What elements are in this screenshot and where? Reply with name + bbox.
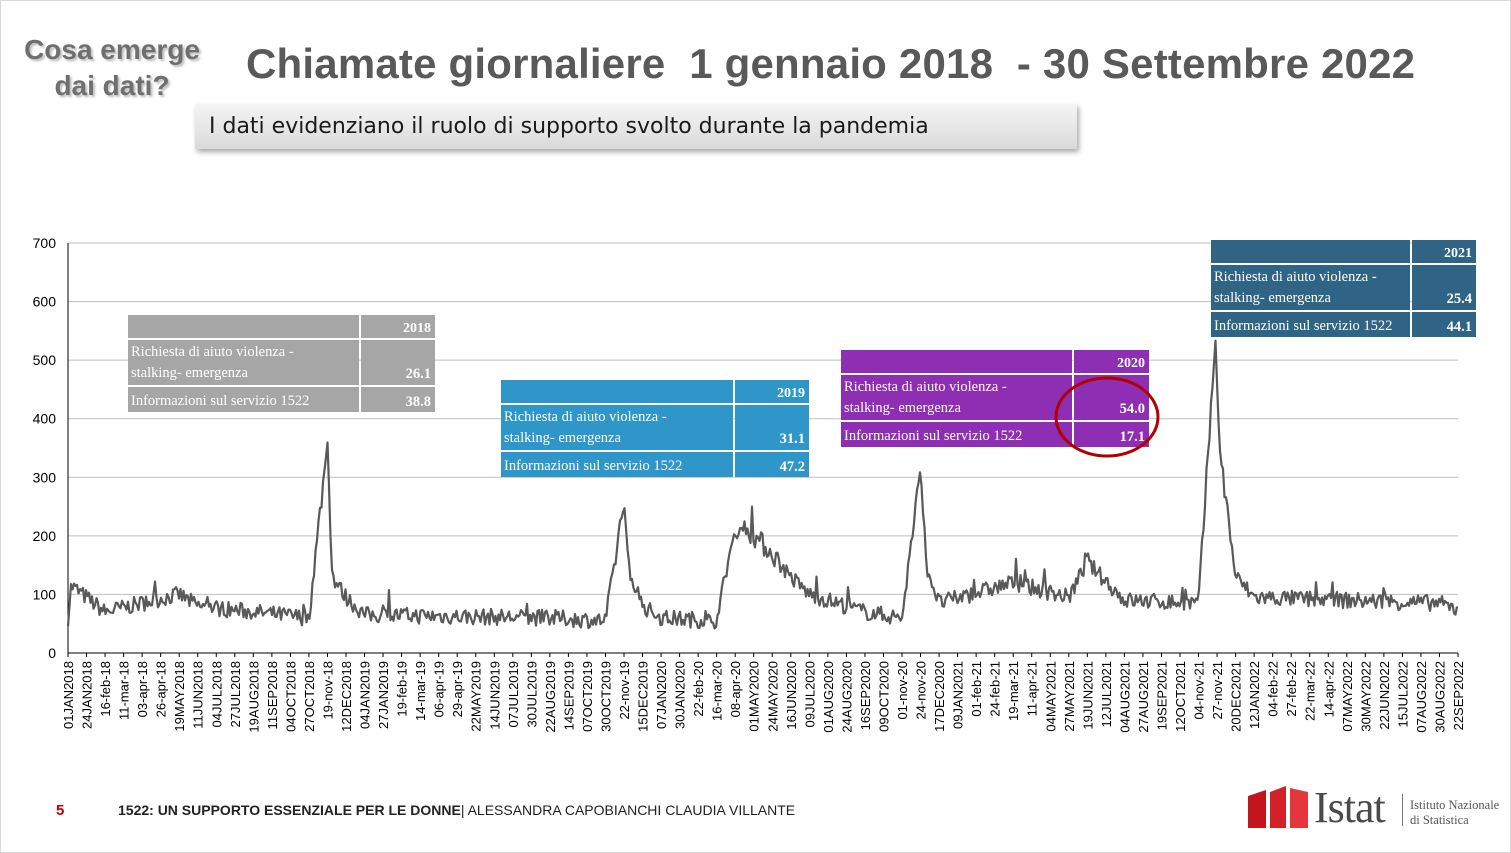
x-tick-label: 20DEC2021 — [1228, 661, 1244, 732]
logo-subtitle-1: Istituto Nazionale — [1410, 798, 1500, 812]
table-header-left — [841, 350, 1072, 373]
x-tick-label: 03-apr-18 — [135, 661, 151, 718]
x-tick-label: 27AUG2021 — [1135, 661, 1151, 733]
y-tick-label: 100 — [32, 586, 56, 603]
table-header-left — [501, 380, 733, 403]
x-tick-label: 19MAY2018 — [172, 661, 188, 732]
x-tick-label: 19JUN2021 — [1080, 661, 1096, 730]
x-tick-label: 15JUL2022 — [1395, 661, 1411, 728]
table-year-label: 2019 — [777, 386, 805, 401]
x-tick-label: 04JUL2018 — [209, 661, 225, 728]
table-year-label: 2021 — [1444, 246, 1472, 261]
x-tick-label: 30OCT2019 — [598, 661, 614, 732]
x-tick-label: 01MAY2020 — [746, 661, 762, 732]
x-tick-label: 24JAN2018 — [79, 661, 95, 729]
x-tick-label: 01-nov-20 — [895, 661, 910, 720]
x-tick-label: 09OCT2020 — [876, 661, 892, 732]
x-tick-label: 16SEP2020 — [857, 661, 873, 731]
x-tick-label: 04JAN2019 — [357, 661, 373, 729]
x-tick-label: 11JUN2018 — [190, 661, 206, 729]
x-tick-label: 04OCT2018 — [283, 661, 299, 732]
x-tick-label: 24-nov-20 — [913, 661, 929, 720]
table-row1-label-line1: Richiesta di aiuto violenza - — [131, 344, 294, 360]
table-row1-label-line2: stalking- emergenza — [504, 430, 621, 446]
y-tick-label: 500 — [32, 352, 56, 369]
x-tick-label: 01JAN2018 — [61, 661, 76, 729]
x-tick-label: 22MAY2019 — [468, 661, 484, 732]
x-tick-label: 19-feb-19 — [394, 661, 410, 717]
x-tick-label: 30JAN2020 — [672, 661, 688, 729]
table-row2-value: 38.8 — [405, 394, 431, 410]
x-tick-label: 09JAN2021 — [950, 661, 966, 729]
y-tick-label: 600 — [32, 293, 56, 310]
table-header-left — [1211, 240, 1410, 263]
x-tick-label: 07OCT2019 — [579, 661, 595, 732]
table-row2-value: 47.2 — [779, 459, 805, 475]
x-tick-label: 12JAN2022 — [1247, 661, 1263, 729]
x-tick-label: 01-feb-21 — [969, 661, 985, 717]
table-row2-label: Informazioni sul servizio 1522 — [131, 393, 310, 409]
x-tick-label: 16JUN2020 — [783, 661, 799, 730]
x-tick-label: 27MAY2021 — [1061, 661, 1077, 732]
x-tick-label: 22JUN2022 — [1376, 661, 1392, 730]
x-tick-label: 24-feb-21 — [987, 661, 1003, 717]
x-tick-label: 17DEC2020 — [932, 661, 948, 732]
table-row2-label: Informazioni sul servizio 1522 — [504, 458, 683, 474]
table-row1-value: 25.4 — [1446, 291, 1472, 307]
x-tick-label: 12OCT2021 — [1173, 661, 1188, 732]
y-tick-label: 200 — [32, 527, 56, 544]
year-table-2018 — [128, 315, 435, 412]
footer-authors: | ALESSANDRA CAPOBIANCHI CLAUDIA VILLANTE — [460, 802, 796, 818]
x-tick-label: 30AUG2022 — [1432, 661, 1448, 733]
istat-logo-mark-icon — [1246, 786, 1310, 830]
subtitle-box — [195, 104, 1077, 149]
x-tick-label: 30MAY2022 — [1358, 661, 1374, 732]
x-tick-label: 07JUL2019 — [505, 661, 521, 728]
x-tick-label: 19SEP2021 — [1154, 661, 1170, 731]
x-tick-label: 24MAY2020 — [765, 661, 781, 732]
year-table-2019 — [501, 380, 809, 477]
table-row1-label-line2: stalking- emergenza — [131, 365, 248, 381]
x-tick-label: 27-feb-22 — [1284, 661, 1300, 717]
x-tick-label: 29-apr-19 — [450, 661, 466, 718]
daily-calls-chart — [0, 225, 1511, 785]
x-tick-label: 11-mar-18 — [116, 661, 132, 721]
x-tick-label: 27JAN2019 — [376, 661, 392, 729]
table-header-left — [128, 315, 359, 338]
x-tick-label: 24AUG2020 — [839, 661, 855, 733]
section-label: Cosa emerge dai dati? — [24, 34, 200, 101]
x-tick-label: 26-apr-18 — [153, 661, 169, 718]
page-title: Chiamate giornaliere 1 gennaio 2018 - 30 Settembre 2022 — [246, 40, 1416, 87]
x-tick-label: 04MAY2021 — [1043, 661, 1059, 732]
table-row1-label-line1: Richiesta di aiuto violenza - — [504, 409, 667, 425]
x-tick-label: 11-apr-21 — [1024, 661, 1040, 717]
table-row2-label: Informazioni sul servizio 1522 — [844, 428, 1023, 444]
x-tick-label: 01AUG2020 — [820, 661, 836, 733]
x-tick-label: 14SEP2019 — [561, 661, 577, 731]
logo-divider — [1402, 794, 1403, 826]
x-tick-label: 12JUL2021 — [1098, 661, 1114, 728]
x-tick-label: 07JAN2020 — [654, 661, 670, 729]
x-tick-label: 07AUG2022 — [1413, 661, 1429, 733]
table-row1-label-line1: Richiesta di aiuto violenza - — [1214, 269, 1377, 285]
x-tick-label: 04-feb-22 — [1265, 661, 1281, 717]
x-tick-label: 30JUL2019 — [524, 661, 540, 728]
x-tick-label: 22AUG2019 — [542, 661, 558, 733]
x-tick-label: 27JUL2018 — [227, 661, 243, 728]
logo-subtitle-2: di Statistica — [1410, 813, 1469, 827]
x-tick-label: 12DEC2018 — [339, 661, 354, 732]
table-year-label: 2020 — [1117, 356, 1145, 371]
x-tick-label: 09JUL2020 — [802, 661, 818, 728]
year-table-2021 — [1211, 240, 1476, 337]
x-tick-label: 22-feb-20 — [691, 661, 707, 717]
footer-title: 1522: UN SUPPORTO ESSENZIALE PER LE DONNE — [118, 802, 461, 818]
subtitle-text: I dati evidenziano il ruolo di supporto svolto durante la pandemia — [209, 114, 929, 139]
x-tick-label: 11SEP2018 — [264, 661, 280, 730]
year-table-2020 — [841, 350, 1149, 447]
footer-text — [118, 802, 795, 818]
logo-word: Istat — [1314, 783, 1385, 832]
x-tick-label: 22SEP2022 — [1451, 661, 1466, 731]
x-tick-label: 22-nov-19 — [617, 661, 632, 720]
table-row1-value: 26.1 — [405, 366, 431, 382]
table-row1-value: 54.0 — [1119, 401, 1145, 417]
table-row1-label-line1: Richiesta di aiuto violenza - — [844, 379, 1007, 395]
x-tick-label: 16-feb-18 — [98, 661, 114, 717]
table-row2-value: 17.1 — [1119, 429, 1145, 445]
page-number: 5 — [56, 802, 65, 819]
y-tick-label: 0 — [48, 645, 56, 661]
table-row1-value: 31.1 — [779, 431, 805, 447]
x-tick-label: 08-apr-20 — [728, 661, 744, 718]
x-tick-label: 14-mar-19 — [413, 661, 429, 721]
x-tick-label: 19AUG2018 — [246, 661, 262, 733]
x-tick-label: 04-nov-21 — [1191, 661, 1207, 720]
table-row1-label-line2: stalking- emergenza — [1214, 290, 1331, 306]
x-tick-label: 07MAY2022 — [1339, 661, 1355, 732]
x-tick-label: 14JUN2019 — [487, 661, 503, 730]
x-tick-label: 22-mar-22 — [1302, 661, 1318, 721]
y-tick-label: 400 — [32, 410, 56, 427]
istat-logo — [1246, 783, 1500, 832]
table-year-label: 2018 — [403, 321, 431, 336]
x-tick-label: 04AUG2021 — [1117, 661, 1133, 733]
x-tick-label: 19-mar-21 — [1006, 661, 1022, 721]
x-tick-label: 15DEC2019 — [635, 661, 651, 732]
x-tick-label: 19-nov-18 — [320, 661, 336, 720]
table-row1-label-line2: stalking- emergenza — [844, 400, 961, 416]
x-tick-label: 27-nov-21 — [1210, 661, 1226, 720]
x-tick-label: 14-apr-22 — [1321, 661, 1337, 718]
x-tick-label: 16-mar-20 — [709, 661, 725, 721]
y-tick-label: 300 — [32, 469, 56, 486]
table-row2-label: Informazioni sul servizio 1522 — [1214, 318, 1393, 334]
x-tick-label: 06-apr-19 — [431, 661, 447, 718]
y-tick-label: 700 — [32, 235, 56, 251]
x-tick-label: 27OCT2018 — [301, 661, 317, 732]
table-row2-value: 44.1 — [1446, 319, 1472, 335]
